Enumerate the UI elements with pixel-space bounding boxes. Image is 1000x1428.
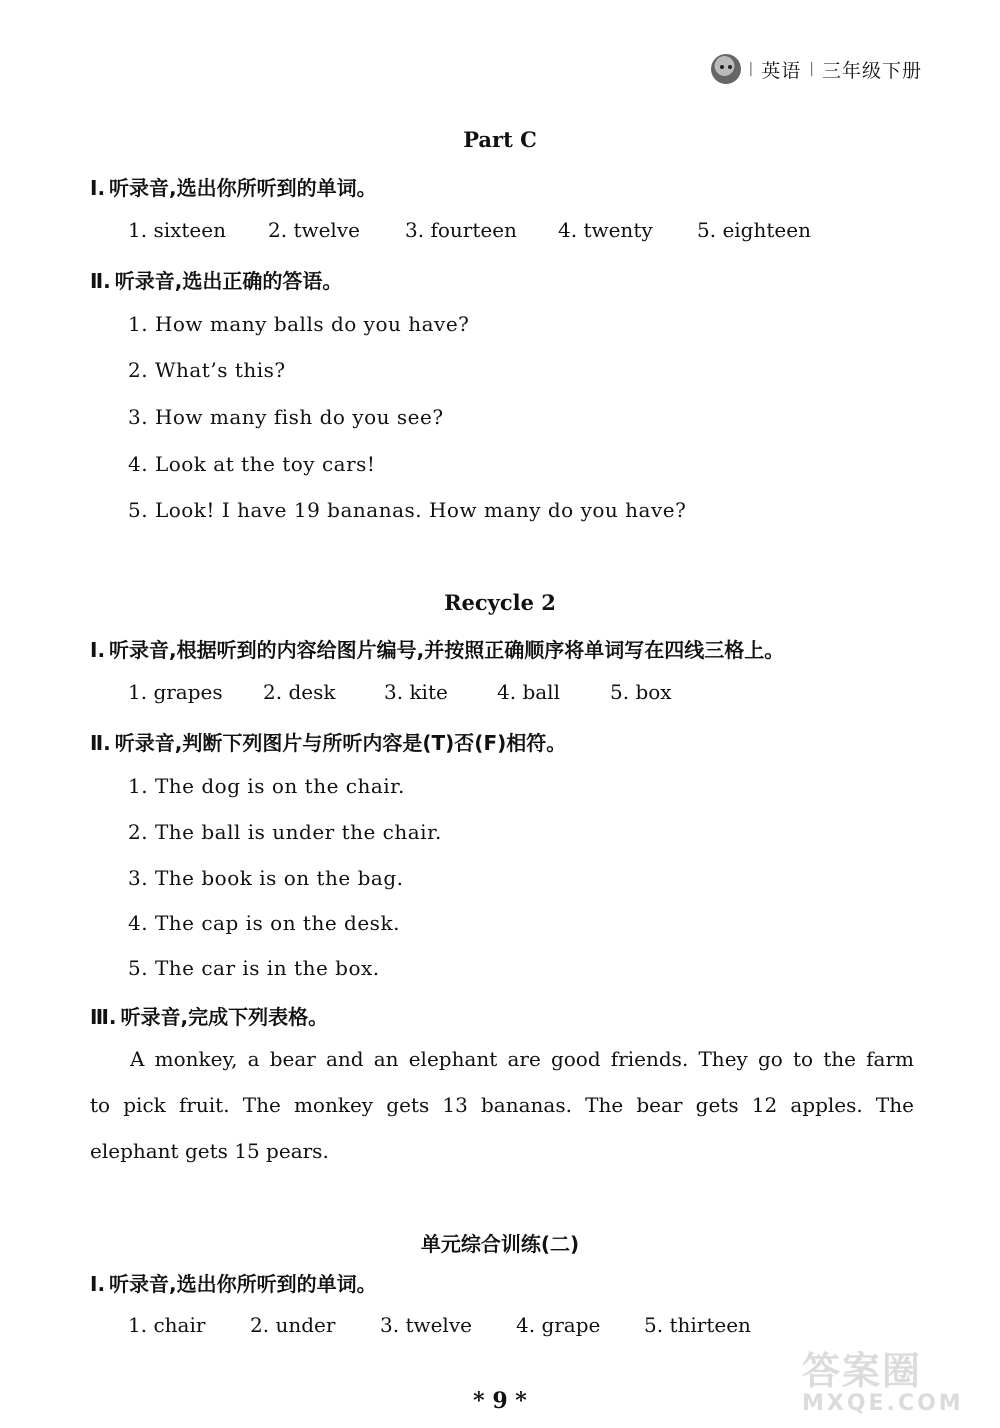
part-c-q2-numeral: Ⅱ.: [90, 269, 111, 293]
passage-line: A monkey, a bear and an elephant are good friends. They go to the farm: [130, 1047, 914, 1071]
recycle-q1-heading: [90, 634, 784, 663]
page-number: * 9 *: [473, 1388, 527, 1414]
passage-line: elephant gets 15 pears.: [90, 1139, 329, 1163]
option-item: 2. desk: [263, 680, 336, 704]
unit-review-q1-instruction: 听录音,选出你所听到的单词。: [109, 1272, 377, 1296]
recycle-q1-numeral: Ⅰ.: [90, 638, 106, 662]
header-separator-2: |: [809, 61, 814, 77]
recycle-q2-numeral: Ⅱ.: [90, 731, 111, 755]
part-c-q2-item: 4. Look at the toy cars!: [128, 452, 376, 476]
watermark-top-text: 答案圈: [802, 1349, 923, 1393]
part-c-q2-item: 2. What’s this?: [128, 358, 286, 382]
page-header: [711, 52, 922, 86]
header-subject: 英语: [761, 59, 802, 82]
part-c-q1-numeral: Ⅰ.: [90, 176, 106, 200]
recycle-q2-heading: [90, 727, 566, 756]
part-c-q2-item: 3. How many fish do you see?: [128, 405, 444, 429]
option-item: 3. fourteen: [405, 218, 517, 242]
mascot-logo-icon: [711, 54, 741, 84]
recycle-q3-heading: [90, 1001, 328, 1030]
option-item: 4. twenty: [558, 218, 653, 242]
part-c-q2-heading: [90, 265, 342, 294]
header-grade: 三年级下册: [821, 59, 922, 82]
part-c-q2-instruction: 听录音,选出正确的答语。: [114, 269, 343, 293]
option-item: 1. sixteen: [128, 218, 226, 242]
unit-review-q1-heading: [90, 1268, 377, 1297]
recycle-q2-item: 4. The cap is on the desk.: [128, 911, 400, 935]
option-item: 2. twelve: [268, 218, 360, 242]
recycle-q2-item: 5. The car is in the box.: [128, 956, 380, 980]
recycle-q2-item: 3. The book is on the bag.: [128, 866, 404, 890]
header-separator: |: [748, 61, 754, 77]
option-item: 5. box: [610, 680, 672, 704]
recycle-q2-instruction: 听录音,判断下列图片与所听内容是(T)否(F)相符。: [114, 731, 567, 755]
recycle-q2-item: 2. The ball is under the chair.: [128, 820, 442, 844]
option-item: 3. twelve: [380, 1313, 472, 1337]
recycle-q2-item: 1. The dog is on the chair.: [128, 774, 405, 798]
recycle-q3-instruction: 听录音,完成下列表格。: [120, 1005, 329, 1029]
option-item: 2. under: [250, 1313, 336, 1337]
part-c-q2-item: 5. Look! I have 19 bananas. How many do you have?: [128, 498, 687, 522]
option-item: 5. thirteen: [644, 1313, 751, 1337]
section-title-unit-review: 单元综合训练(二): [420, 1232, 580, 1256]
option-item: 1. chair: [128, 1313, 206, 1337]
option-item: 3. kite: [384, 680, 448, 704]
passage-line: to pick fruit. The monkey gets 13 bananas. The bear gets 12 apples. The: [90, 1093, 914, 1117]
part-c-q2-item: 1. How many balls do you have?: [128, 312, 470, 336]
section-title-part-c: Part C: [463, 127, 537, 152]
option-item: 5. eighteen: [697, 218, 811, 242]
recycle-q3-numeral: Ⅲ.: [90, 1005, 117, 1029]
option-item: 4. ball: [497, 680, 560, 704]
part-c-q1-heading: [90, 172, 377, 201]
unit-review-q1-numeral: Ⅰ.: [90, 1272, 106, 1296]
option-item: 1. grapes: [128, 680, 223, 704]
option-item: 4. grape: [516, 1313, 601, 1337]
part-c-q1-instruction: 听录音,选出你所听到的单词。: [109, 176, 377, 200]
watermark-logo: [802, 1340, 962, 1414]
section-title-recycle-2: Recycle 2: [444, 590, 556, 615]
recycle-q1-instruction: 听录音,根据听到的内容给图片编号,并按照正确顺序将单词写在四线三格上。: [109, 638, 785, 662]
watermark-bottom-text: MXQE.COM: [802, 1391, 964, 1416]
